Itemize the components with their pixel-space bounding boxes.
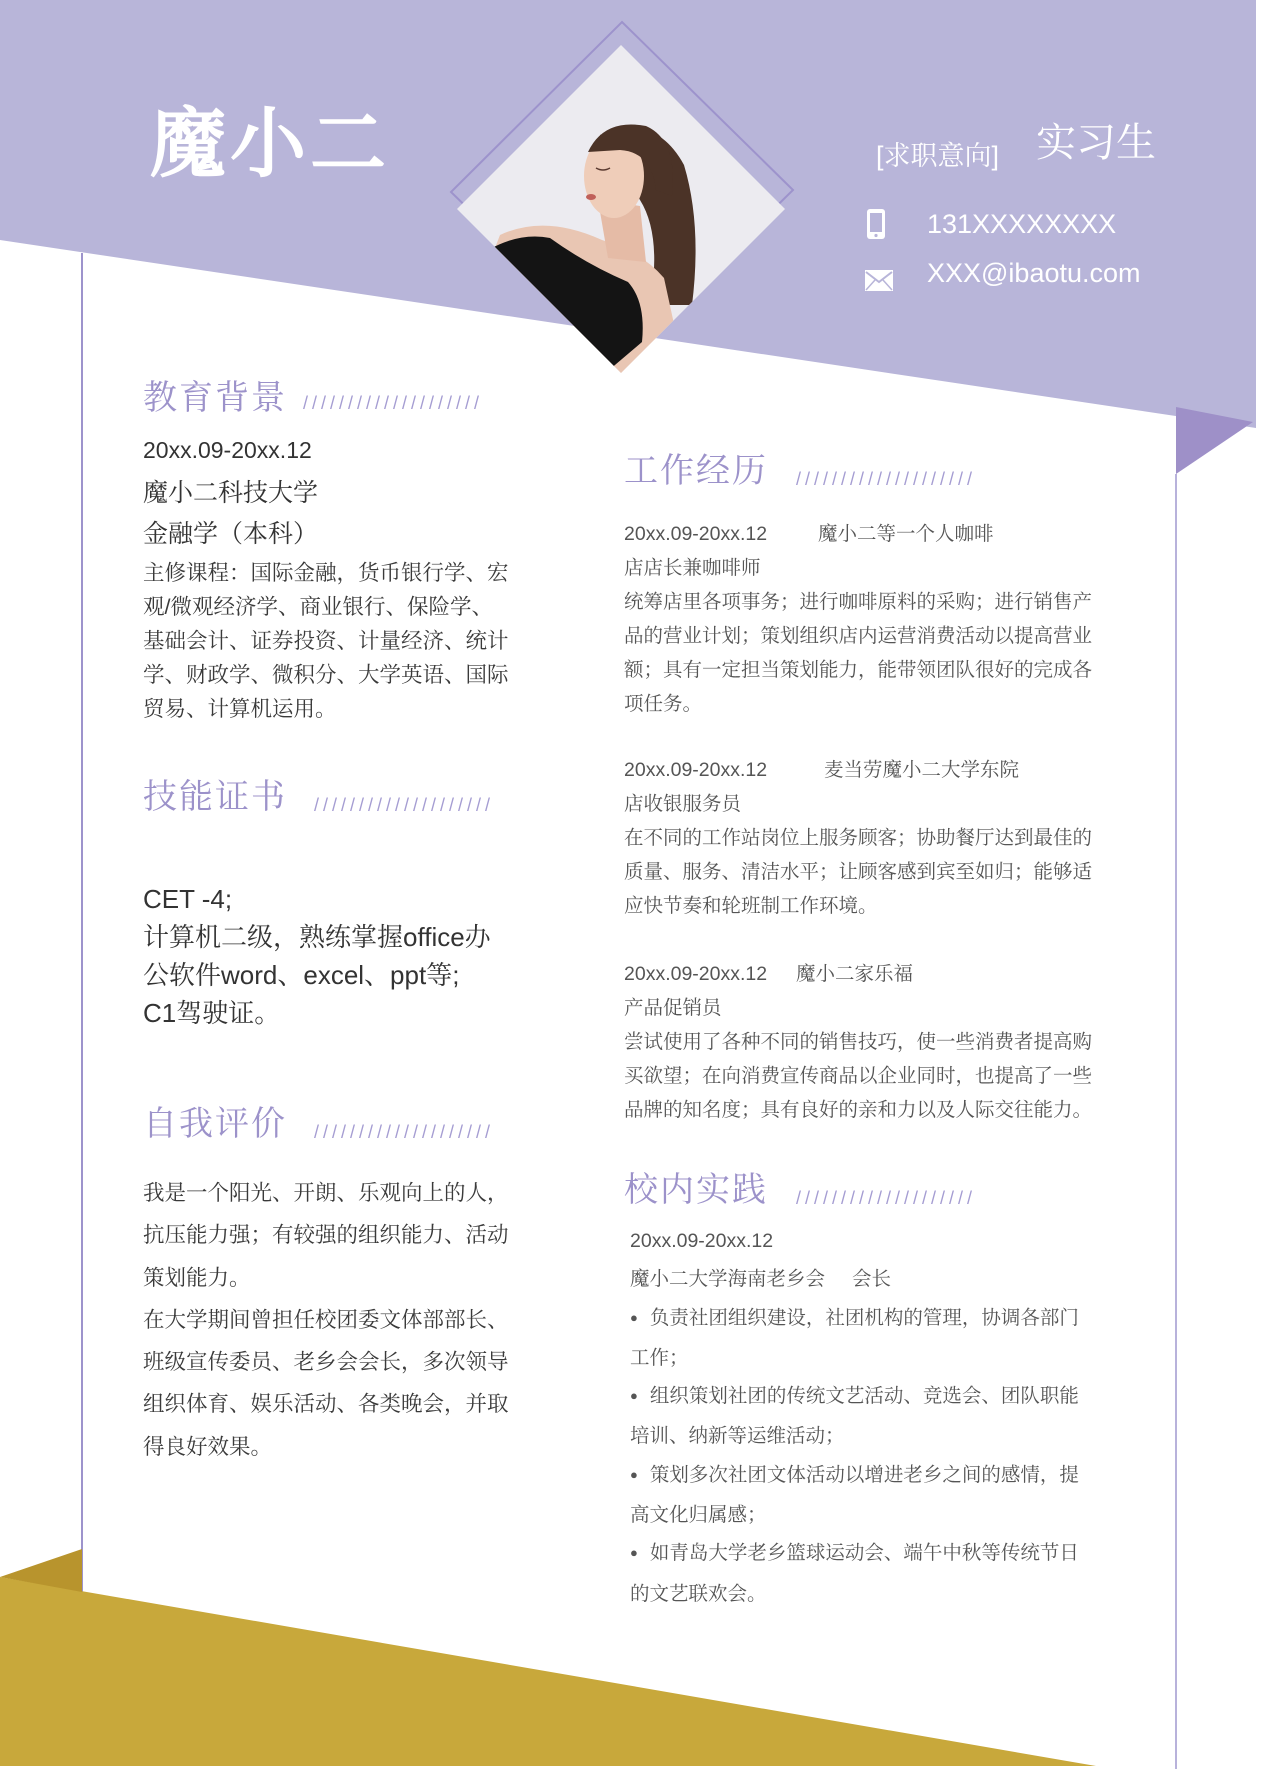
course-line: 学、财政学、微积分、大学英语、国际: [143, 663, 509, 687]
work-divider: ////////////////////: [796, 469, 977, 489]
bullet-icon: ●: [630, 1309, 638, 1325]
campus-divider: ////////////////////: [796, 1188, 977, 1208]
campus-item-line: [630, 1534, 1079, 1574]
job-description-line: 品的营业计划；策划组织店内运营消费活动以提高营业: [624, 625, 1093, 647]
job-header: [624, 753, 1092, 787]
job-company: 魔小二等一个人咖啡: [818, 523, 994, 545]
campus-item-text: 组织策划社团的传统文艺活动、竞选会、团队职能: [649, 1385, 1079, 1408]
job-intent-value: 实习生: [1036, 121, 1156, 165]
work-title: 工作经历: [624, 452, 768, 490]
skill-line: 公软件word、excel、ppt等;: [143, 960, 460, 990]
job-date: 20xx.09-20xx.12: [624, 523, 768, 545]
phone-number: 131XXXXXXXX: [927, 209, 1117, 239]
education-school: 魔小二科技大学: [143, 479, 319, 507]
campus-item-line: 的文艺联欢会。: [630, 1582, 767, 1605]
bullet-icon: ●: [630, 1388, 638, 1404]
campus-item-text: 策划多次社团文体活动以增进老乡之间的感情，提: [649, 1463, 1079, 1486]
mail-icon: [864, 269, 894, 292]
job-header: [624, 957, 1092, 991]
campus-title: 校内实践: [624, 1171, 768, 1209]
job-company: 麦当劳魔小二大学东院: [824, 759, 1020, 781]
skills-title: 技能证书: [143, 778, 287, 816]
education-date: 20xx.09-20xx.12: [143, 437, 312, 463]
job-description-line: 应快节奏和轮班制工作环境。: [624, 895, 878, 917]
bullet-icon: ●: [630, 1545, 638, 1561]
course-line: 主修课程：国际金融，货币银行学、宏: [143, 561, 509, 585]
job-role: 店收银服务员: [624, 793, 742, 815]
campus-date: 20xx.09-20xx.12: [630, 1230, 774, 1252]
campus-item-line: [630, 1299, 1079, 1339]
course-line: 观/微观经济学、商业银行、保险学、: [143, 595, 493, 619]
self-evaluation-line: 抗压能力强；有较强的组织能力、活动: [143, 1223, 509, 1248]
campus-item-line: 高文化归属感；: [630, 1504, 767, 1527]
job-description-line: 统筹店里各项事务；进行咖啡原料的采购；进行销售产: [624, 591, 1093, 613]
job-description-line: 额；具有一定担当策划能力，能带领团队很好的完成各: [624, 659, 1093, 681]
campus-item-line: [630, 1377, 1079, 1417]
skill-line: 计算机二级，熟练掌握office办: [143, 922, 491, 952]
campus-item-line: 工作；: [630, 1346, 689, 1369]
course-line: 基础会计、证券投资、计量经济、统计: [143, 629, 509, 653]
bullet-icon: ●: [630, 1466, 638, 1482]
skills-list: [143, 880, 491, 1032]
skill-line: C1驾驶证。: [143, 998, 281, 1028]
campus-item-line: 培训、纳新等运维活动；: [630, 1425, 845, 1448]
campus-entry: [630, 1222, 1079, 1613]
education-courses: [143, 556, 509, 726]
skills-divider: ////////////////////: [314, 795, 495, 815]
job-description-line: 品牌的知名度；具有良好的亲和力以及人际交往能力。: [624, 1099, 1093, 1121]
self-evaluation-line: 班级宣传委员、老乡会会长，多次领导: [143, 1350, 509, 1375]
job-header: [624, 517, 1092, 551]
self-evaluation-divider: ////////////////////: [314, 1122, 495, 1142]
self-evaluation-line: 组织体育、娱乐活动、各类晚会，并取: [143, 1392, 509, 1417]
education-major: 金融学（本科）: [143, 520, 319, 548]
job-role: 店店长兼咖啡师: [624, 557, 761, 579]
campus-org-line: [630, 1260, 1079, 1298]
campus-org: 魔小二大学海南老乡会: [630, 1268, 826, 1291]
self-evaluation-line: 在大学期间曾担任校团委文体部部长、: [143, 1307, 509, 1332]
phone-icon: [866, 208, 886, 240]
self-evaluation-line: 策划能力。: [143, 1265, 251, 1290]
campus-item-text: 如青岛大学老乡篮球运动会、端午中秋等传统节日: [649, 1542, 1079, 1565]
education-title: 教育背景: [143, 379, 287, 417]
job-date: 20xx.09-20xx.12: [624, 759, 768, 781]
job-intent-label: [求职意向]: [876, 141, 1000, 171]
job-date: 20xx.09-20xx.12: [624, 963, 768, 985]
job-description-line: 尝试使用了各种不同的销售技巧，使一些消费者提高购: [624, 1031, 1093, 1053]
campus-position: 会长: [852, 1268, 892, 1291]
job-description-line: 在不同的工作站岗位上服务顾客；协助餐厅达到最佳的: [624, 827, 1093, 849]
job-entry: [624, 753, 1092, 923]
course-line: 贸易、计算机运用。: [143, 697, 337, 721]
job-description-line: 质量、服务、清洁水平；让顾客感到宾至如归；能够适: [624, 861, 1093, 883]
job-entry: [624, 957, 1092, 1127]
self-evaluation-line: 得良好效果。: [143, 1434, 273, 1459]
job-role: 产品促销员: [624, 997, 722, 1019]
self-evaluation-line: 我是一个阳光、开朗、乐观向上的人，: [143, 1181, 509, 1205]
skill-line: CET -4;: [143, 884, 233, 914]
campus-item-text: 负责社团组织建设，社团机构的管理，协调各部门: [649, 1306, 1079, 1329]
job-company: 魔小二家乐福: [796, 963, 914, 985]
campus-item-line: [630, 1456, 1079, 1496]
candidate-name: 魔小二: [150, 102, 390, 187]
self-evaluation-title: 自我评价: [143, 1105, 287, 1143]
self-evaluation-text: [143, 1172, 509, 1468]
job-description-line: 买欲望；在向消费宣传商品以企业同时，也提高了一些: [624, 1065, 1093, 1087]
job-description-line: 项任务。: [624, 693, 703, 715]
email-address: XXX@ibaotu.com: [927, 258, 1141, 288]
education-divider: ////////////////////: [303, 393, 484, 413]
job-entry: [624, 517, 1092, 721]
